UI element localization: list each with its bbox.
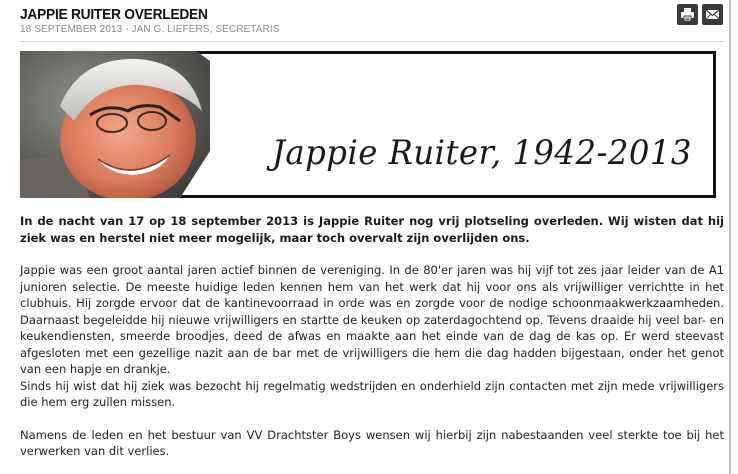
title-divider xyxy=(20,41,724,42)
body-paragraph-1: Jappie was een groot aantal jaren actief binnen de vereniging. In de 80'er jaren was hij vijf tot zes jaar leider van de A1 junioren selectie. De meeste huidige leden kennen hem van het werk dat hij voor ons als vrijwilliger verrichtte in het clubhuis. Hij zorgde ervoor dat de kantinevoorraad in orde was en zorgde voor de nodige schoonmaakwerkzaamheden. Daarnaast begeleidde hij nieuwe vrijwilligers en startte de keuken op zaterdagochtend op. Tevens draaide hij veel bar- en keukendiensten, smeerde broodjes, deed de afwas en maakte aan het einde van de dag de kas op. Er werd steevast afgesloten met een gezellige nazit aan de bar met de vrijwilligers die hem die dag hadden bijgestaan, onder het genot van een hapje en drankje. xyxy=(20,263,724,376)
article-meta: 18 SEPTEMBER 2013 - JAN G. LIEFERS, SECRETARIS xyxy=(20,24,280,35)
print-button[interactable] xyxy=(677,4,698,25)
portrait-photo xyxy=(20,51,210,198)
lead-paragraph: In de nacht van 17 op 18 september 2013 is Jappie Ruiter nog vrij plotseling overleden. Wij wisten dat hij ziek was en herstel niet meer mogelijk, maar toch overvalt zijn overlijden ons. xyxy=(20,214,724,245)
printer-icon xyxy=(680,7,695,22)
banner-name: Jappie Ruiter, 1942-2013 xyxy=(272,133,692,173)
article-title: JAPPIE RUITER OVERLEDEN xyxy=(20,6,208,23)
email-button[interactable] xyxy=(702,4,723,25)
memorial-banner xyxy=(20,51,714,198)
envelope-icon xyxy=(705,7,720,22)
body-paragraph-3: Namens de leden en het bestuur van VV Drachtster Boys wensen wij hierbij zijn nabestaanden veel sterkte toe bij het verwerken van dit verlies. xyxy=(20,427,724,458)
body-paragraph-2: Sinds hij wist dat hij ziek was bezocht hij regelmatig wedstrijden en onderhield zijn contacten met zijn mede vrijwilligers die hem erg zullen missen. xyxy=(20,378,724,409)
page-edge xyxy=(729,0,731,474)
article-body xyxy=(20,213,724,460)
